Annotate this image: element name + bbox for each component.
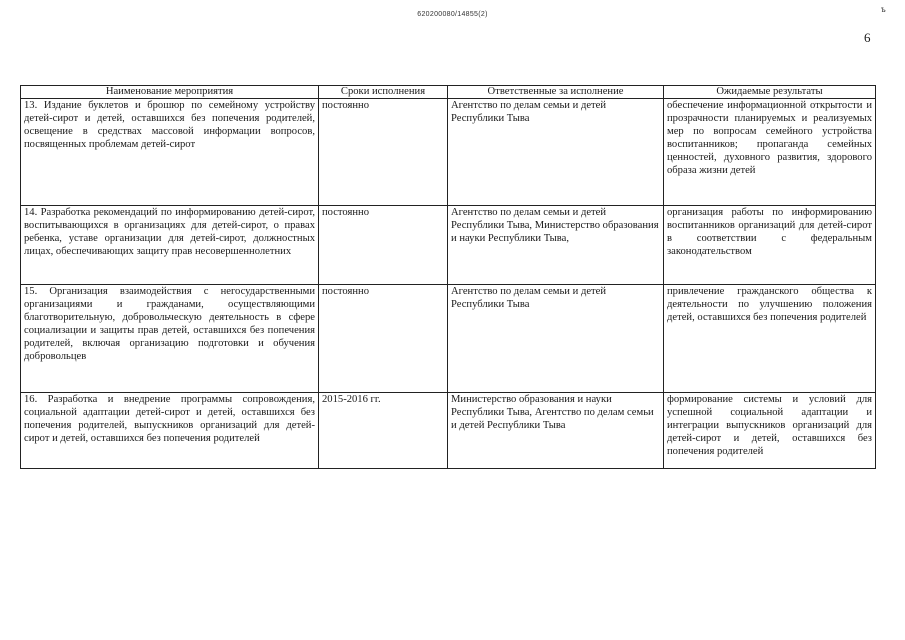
event-cell: 15. Организация взаимодействия с негосударственными организациями и гражданами, осуществляющими благотворительную, добровольческую деятельность в сфере социализации и защиты прав детей, оставшихся без попечения родителей, включая организацию подготовки и обучения добровольцев [21, 285, 319, 393]
document-id: 620200080/14855(2) [417, 11, 488, 18]
result-cell: обеспечение информационной открытости и прозрачности планируемых и реализуемых мер по вопросам семейного устройства воспитанников; пропаганда семейных ценностей, духовного развития, здорового образа жизни детей [664, 99, 876, 206]
corner-mark: ъ [881, 4, 886, 14]
deadline-cell: постоянно [319, 99, 448, 206]
column-header-result: Ожидаемые результаты [664, 86, 876, 99]
column-header-responsible: Ответственные за исполнение [448, 86, 664, 99]
deadline-cell: постоянно [319, 206, 448, 285]
event-cell: 14. Разработка рекомендаций по информированию детей-сирот, воспитывающихся в организациях для детей-сирот, о правах ребенка, уставе организации для детей-сирот, должностных лицах, обеспечивающих защиту прав несовершеннолетних [21, 206, 319, 285]
responsible-cell: Агентство по делам семьи и детей Республики Тыва [448, 99, 664, 206]
column-header-deadline: Сроки исполнения [319, 86, 448, 99]
column-header-event: Наименование мероприятия [21, 86, 319, 99]
result-cell: привлечение гражданского общества к деятельности по улучшению положения детей, оставшихся без попечения родителей [664, 285, 876, 393]
measures-table [20, 85, 876, 469]
responsible-cell: Агентство по делам семьи и детей Республики Тыва [448, 285, 664, 393]
responsible-cell: Агентство по делам семьи и детей Республики Тыва, Министерство образования и науки Республики Тыва, [448, 206, 664, 285]
result-cell: формирование системы и условий для успешной социальной адаптации и интеграции выпускников организаций для детей-сирот и детей, оставшихся без попечения родителей [664, 393, 876, 469]
page-number: 6 [864, 30, 871, 45]
responsible-cell: Министерство образования и науки Республики Тыва, Агентство по делам семьи и детей Республики Тыва [448, 393, 664, 469]
table-row [21, 206, 876, 285]
event-cell: 13. Издание буклетов и брошюр по семейному устройству детей-сирот и детей, оставшихся без попечения родителей, освещение в средствах массовой информации вопросов, посвященных проблемам детей-сирот [21, 99, 319, 206]
table-header-row [21, 86, 876, 99]
result-cell: организация работы по информированию воспитанников организаций для детей-сирот в соответствии с федеральным законодательством [664, 206, 876, 285]
table-row [21, 99, 876, 206]
table-row [21, 285, 876, 393]
event-cell: 16. Разработка и внедрение программы сопровождения, социальной адаптации детей-сирот и детей, оставшихся без попечения родителей, выпускников организаций для детей-сирот и детей, оставшихся без попечения родителей [21, 393, 319, 469]
table-row [21, 393, 876, 469]
deadline-cell: 2015-2016 гг. [319, 393, 448, 469]
deadline-cell: постоянно [319, 285, 448, 393]
